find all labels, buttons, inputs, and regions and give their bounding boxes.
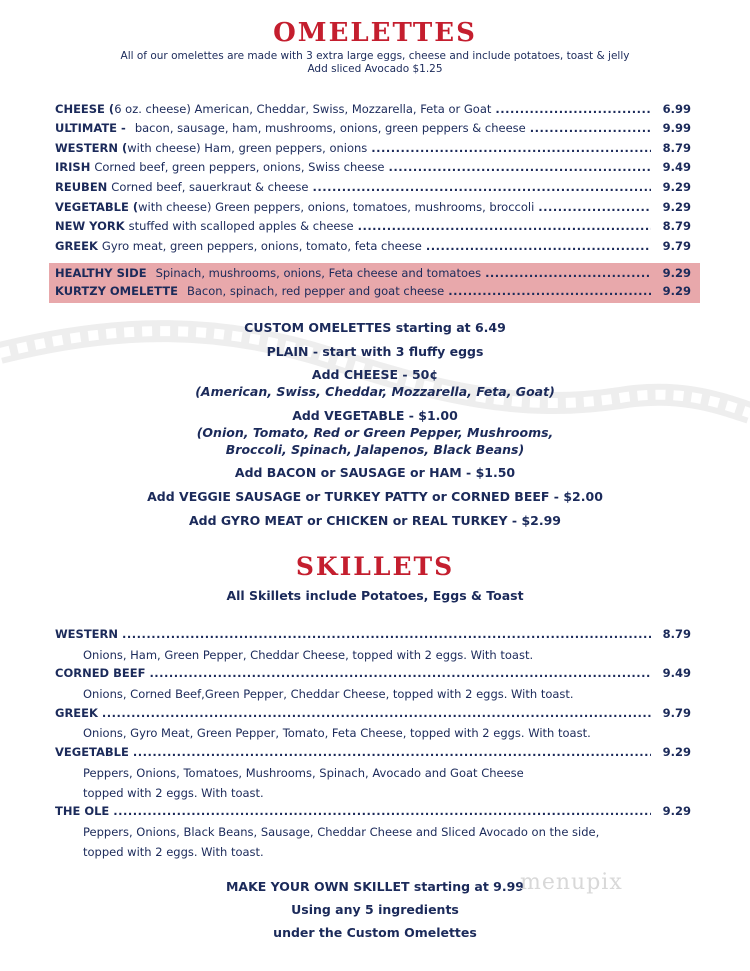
make-your-own-line2: Using any 5 ingredients	[291, 902, 459, 917]
item-price: 9.79	[662, 706, 691, 720]
make-your-own-heading: MAKE YOUR OWN SKILLET starting at 9.99	[225, 879, 525, 894]
item-price: 9.29	[662, 284, 691, 298]
skillets-intro: All Skillets include Potatoes, Eggs & Toast	[226, 588, 524, 603]
item-price: 9.49	[662, 666, 691, 680]
item-price: 9.29	[662, 200, 691, 214]
avocado-addon: Add sliced Avocado $1.25	[307, 63, 443, 75]
leader-dots	[122, 627, 651, 641]
item-name: GREEK	[55, 239, 98, 253]
item-price: 9.29	[662, 180, 691, 194]
item-price: 9.99	[662, 121, 691, 135]
menu-item-kurtzy	[55, 284, 691, 303]
item-desc: with cheese) Ham, green peppers, onions	[127, 141, 368, 155]
add-gyro-option: Add GYRO MEAT or CHICKEN or REAL TURKEY - $2.99	[189, 513, 561, 528]
menu-item-vegetable	[55, 200, 691, 219]
item-desc: with cheese) Green peppers, onions, tomatoes, mushrooms, broccoli	[138, 200, 535, 214]
custom-omelettes-heading: CUSTOM OMELETTES starting at 6.49	[244, 320, 506, 335]
leader-dots	[149, 666, 651, 680]
item-name: WESTERN (	[55, 141, 128, 155]
item-desc: 6 oz. cheese) American, Cheddar, Swiss, Mozzarella, Feta or Goat	[114, 102, 492, 116]
item-name: GREEK	[55, 706, 98, 720]
leader-dots	[113, 804, 651, 818]
leader-dots	[133, 745, 651, 759]
item-name: THE OLE	[55, 804, 110, 818]
skillet-desc: Onions, Corned Beef,Green Pepper, Cheddar Cheese, topped with 2 eggs. With toast.	[83, 687, 574, 701]
item-name: CHEESE (	[55, 102, 115, 116]
omelettes-intro: All of our omelettes are made with 3 extra large eggs, cheese and include potatoes, toast & jelly	[120, 50, 630, 62]
leader-dots	[313, 180, 652, 194]
menu-item-reuben	[55, 180, 691, 199]
leader-dots	[389, 160, 651, 174]
skillet-desc: Peppers, Onions, Tomatoes, Mushrooms, Spinach, Avocado and Goat Cheese	[83, 766, 524, 780]
item-name: REUBEN	[55, 180, 108, 194]
menu-item-new-york	[55, 219, 691, 238]
add-veggie-sausage-option: Add VEGGIE SAUSAGE or TURKEY PATTY or CORNED BEEF - $2.00	[147, 489, 603, 504]
item-desc: Corned beef, sauerkraut & cheese	[111, 180, 309, 194]
skillet-desc: Onions, Ham, Green Pepper, Cheddar Cheese, topped with 2 eggs. With toast.	[83, 648, 534, 662]
item-price: 8.79	[662, 627, 691, 641]
make-your-own-line3: under the Custom Omelettes	[273, 925, 477, 940]
skillet-greek	[55, 706, 691, 725]
leader-dots	[538, 200, 651, 214]
item-name: IRISH	[55, 160, 91, 174]
item-price: 8.79	[662, 219, 691, 233]
item-desc: stuffed with scalloped apples & cheese	[128, 219, 354, 233]
skillet-the-ole	[55, 804, 691, 823]
skillets-title: SKILLETS	[295, 552, 455, 581]
add-meat-option: Add BACON or SAUSAGE or HAM - $1.50	[234, 465, 516, 480]
leader-dots	[371, 141, 651, 155]
item-price: 9.79	[662, 239, 691, 253]
skillet-vegetable	[55, 745, 691, 764]
skillet-desc-cont: topped with 2 eggs. With toast.	[83, 845, 264, 859]
item-price: 9.29	[662, 266, 691, 280]
item-price: 8.79	[662, 141, 691, 155]
menu-item-western	[55, 141, 691, 160]
add-vegetable-option: Add VEGETABLE - $1.00	[292, 408, 458, 423]
menu-item-irish	[55, 160, 691, 179]
item-desc: Corned beef, green peppers, onions, Swiss cheese	[94, 160, 385, 174]
item-price: 9.29	[662, 804, 691, 818]
item-name: ULTIMATE -	[55, 121, 126, 135]
leader-dots	[358, 219, 651, 233]
item-name: KURTZY OMELETTE	[55, 284, 178, 298]
menu-item-healthy-side	[55, 266, 691, 285]
menu-item-greek	[55, 239, 691, 258]
item-price: 9.29	[662, 745, 691, 759]
cheese-choices: (American, Swiss, Cheddar, Mozzarella, Feta, Goat)	[195, 384, 555, 399]
leader-dots	[102, 706, 651, 720]
item-desc: Bacon, spinach, red pepper and goat cheese	[186, 284, 445, 298]
skillet-desc: Peppers, Onions, Black Beans, Sausage, Cheddar Cheese and Sliced Avocado on the side,	[83, 825, 600, 839]
item-name: NEW YORK	[55, 219, 125, 233]
item-name: HEALTHY SIDE	[55, 266, 147, 280]
omelettes-title: OMELETTES	[273, 18, 477, 48]
item-name: VEGETABLE (	[55, 200, 139, 214]
skillet-desc-cont: topped with 2 eggs. With toast.	[83, 786, 264, 800]
item-name: WESTERN	[55, 627, 119, 641]
leader-dots	[485, 266, 651, 280]
leader-dots	[426, 239, 651, 253]
plain-option: PLAIN - start with 3 fluffy eggs	[266, 344, 484, 359]
leader-dots	[448, 284, 651, 298]
item-desc: Spinach, mushrooms, onions, Feta cheese and tomatoes	[155, 266, 482, 280]
add-cheese-option: Add CHEESE - 50¢	[311, 367, 439, 382]
menu-item-cheese	[55, 102, 691, 121]
skillet-western	[55, 627, 691, 646]
item-name: VEGETABLE	[55, 745, 129, 759]
item-name: CORNED BEEF	[55, 666, 146, 680]
item-desc: Gyro meat, green peppers, onions, tomato, feta cheese	[101, 239, 422, 253]
skillet-corned-beef	[55, 666, 691, 685]
vegetable-choices-2: Broccoli, Spinach, Jalapenos, Black Beans)	[225, 442, 525, 457]
item-price: 6.99	[662, 102, 691, 116]
vegetable-choices-1: (Onion, Tomato, Red or Green Pepper, Mushrooms,	[196, 425, 554, 440]
watermark: menupix	[520, 870, 623, 895]
leader-dots	[495, 102, 651, 116]
item-price: 9.49	[662, 160, 691, 174]
menu-item-ultimate	[55, 121, 691, 140]
leader-dots	[530, 121, 651, 135]
skillet-desc: Onions, Gyro Meat, Green Pepper, Tomato, Feta Cheese, topped with 2 eggs. With toast.	[83, 726, 591, 740]
item-desc: bacon, sausage, ham, mushrooms, onions, green peppers & cheese	[134, 121, 526, 135]
